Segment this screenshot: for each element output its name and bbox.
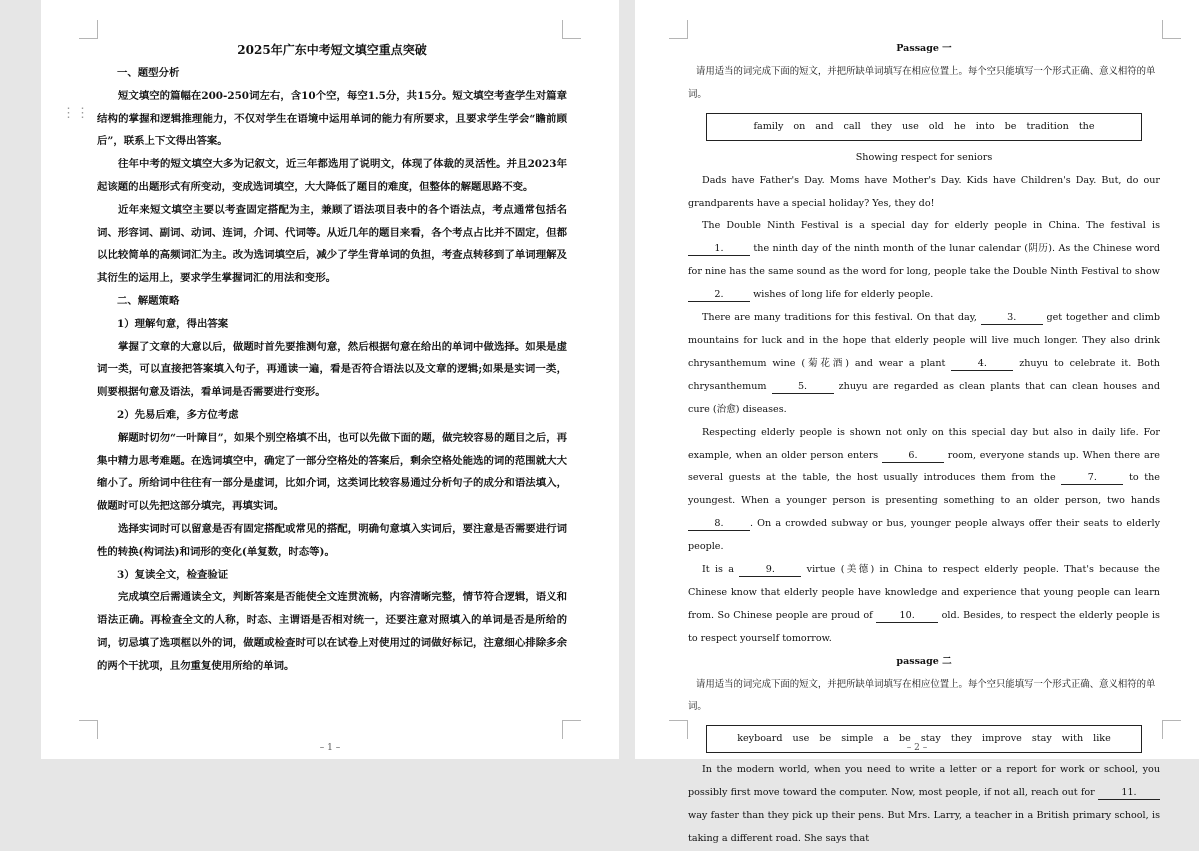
document-page-2 [635, 0, 1199, 845]
crop-mark [562, 20, 581, 39]
paragraph: 短文填空的篇幅在200-250词左右，含10个空，每空1.5分，共15分。短文填空考查学生对篇章结构的掌握和逻辑推理能力，不仅对学生在语境中运用单词的能力有所要求，且要求学生学会“瞻前顾后”，联系上下文得出答案。 [97, 89, 567, 148]
text: It is a [702, 564, 734, 576]
instruction: 请用适当的词完成下面的短文，并把所缺单词填写在相应位置上。每个空只能填写一个形式正确、意义相符的单词。 [688, 678, 1156, 713]
paragraph: 掌握了文章的大意以后，做题时首先要推测句意，然后根据句意在给出的单词中做选择。如果是虚词一类，可以直接把答案填入句子，再通读一遍，看是否符合语法以及文章的逻辑;如果是实词一类，则要根据句意及语法，看单词是否需要进行变形。 [97, 340, 567, 399]
strategy-heading: 2）先易后难，多方位考虑 [117, 408, 239, 421]
text: wishes of long life for elderly people. [753, 289, 934, 301]
crop-mark [79, 20, 98, 39]
blank-10[interactable]: 10. [876, 609, 938, 623]
paragraph: 选择实词时可以留意是否有固定搭配或常见的搭配，明确句意填入实词后，要注意是否需要进行词性的转换(构词法)和词形的变化(单复数，时态等)。 [97, 522, 567, 558]
text: to the youngest. When a younger person is presenting something to an older person, two hands [688, 472, 1160, 507]
blank-1[interactable]: 1. [688, 242, 750, 256]
word-bank: family on and call they use old he into be tradition the [706, 113, 1142, 141]
blank-8[interactable]: 8. [688, 517, 750, 531]
strategy-heading: 3）复读全文，检查验证 [117, 568, 229, 581]
section-heading: 一、题型分析 [117, 67, 180, 79]
paragraph [688, 759, 1160, 851]
crop-mark [1162, 720, 1181, 739]
crop-mark [669, 720, 688, 739]
passage-heading: Passage 一 [896, 43, 952, 54]
paragraph: 解题时切勿“一叶障目”，如果个别空格填不出，也可以先做下面的题，做完较容易的题目之后，再集中精力思考难题。在选词填空中，确定了一部分空格处的答案后，剩余空格处能选的词的范围就大大缩小了。所给词中往往有一部分是虚词，比如介词，这类词比较容易通过分析句子的成分和语法填入，做题时可以先把这部分填完，再填实词。 [97, 431, 567, 513]
blank-4[interactable]: 4. [951, 357, 1013, 371]
section-heading: 二、解题策略 [117, 294, 180, 307]
text: way faster than they pick up their pens. But Mrs. Larry, a teacher in a British primary school, is taking a different road. She says that [688, 810, 1160, 845]
text: room, everyone stands up. When there are several guests at the table, the host usually introduces them from the [688, 449, 1160, 484]
word-bank: keyboard use be simple a be stay they improve stay with like [706, 725, 1142, 753]
instruction: 请用适当的词完成下面的短文，并把所缺单词填写在相应位置上。每个空只能填写一个形式正确、意义相符的单词。 [688, 65, 1156, 100]
text: The Double Ninth Festival is a special day for elderly people in China. The festival is [702, 220, 1160, 232]
page1-content [97, 38, 567, 678]
page-number: – 2 – [906, 743, 928, 753]
paragraph [688, 307, 1160, 422]
paragraph: 近年来短文填空主要以考查固定搭配为主，兼顾了语法项目表中的各个语法点，考点通常包括名词、形容词、副词、动词、连词，介词、代词等。从近几年的题目来看，各个考点占比并不固定，但都以比较简单的高频词汇为主。改为选词填空后，减少了学生背单词的负担，考查点转移到了单词理解及其衍生的运用上，要求学生掌握词汇的用法和变形。 [97, 203, 567, 285]
text: In the modern world, when you need to write a letter or a report for work or school, you possibly first move toward the computer. Now, most people, if not all, reach out for [688, 764, 1160, 799]
blank-5[interactable]: 5. [772, 380, 834, 394]
crop-mark [1162, 20, 1181, 39]
blank-3[interactable]: 3. [981, 311, 1043, 325]
paragraph: Dads have Father's Day. Moms have Mother's Day. Kids have Children's Day. But, do our grandparents have a special holiday? Yes, they do! [688, 174, 1160, 209]
paragraph [688, 215, 1160, 307]
crop-mark [79, 720, 98, 739]
passage-subtitle: Showing respect for seniors [855, 151, 993, 163]
text: virtue (美德) in China to respect elderly people. That's because the Chinese know that elderly people have knowledge and experience that young people can learn from. So Chinese people are proud of [688, 564, 1160, 621]
text: There are many traditions for this festival. On that day, [702, 312, 977, 324]
paragraph: 完成填空后需通读全文，判断答案是否能使全文连贯流畅，内容清晰完整，情节符合逻辑，语义和语法正确。再检查全文的人称，时态、主谓语是否相对统一，还要注意对照填入的单词是否是所给的词，切忌填了选项框以外的词，做题或检查时可以在试卷上对使用过的词做好标记，注意细心排除多余的两个干扰项，且勿重复使用所给的单词。 [97, 591, 567, 672]
strategy-heading: 1）理解句意，得出答案 [117, 317, 229, 330]
text: the ninth day of the ninth month of the lunar calendar (阴历). As the Chinese word for nine has the same sound as the word for long, people take the Double Ninth Festival to show [688, 243, 1160, 278]
text: zhuyu to celebrate it. Both chrysanthemum [688, 357, 1160, 392]
page-title: 2025年广东中考短文填空重点突破 [237, 43, 427, 57]
document-page-1 [41, 0, 619, 759]
blank-9[interactable]: 9. [739, 563, 801, 577]
text: old. Besides, to respect the elderly people is to respect yourself tomorrow. [688, 609, 1160, 644]
text: zhuyu are regarded as clean plants that can clean houses and cure (治愈) diseases. [688, 380, 1160, 415]
paragraph: 往年中考的短文填空大多为记叙文，近三年都选用了说明文，体现了体裁的灵活性。并且2023年起该题的出题形式有所变动，变成选词填空，大大降低了题目的难度，但整体的解题思路不变。 [97, 158, 567, 193]
page2-content [688, 38, 1160, 851]
text: Respecting elderly people is shown not only on this special day but also in daily life. For example, when an older person enters [688, 426, 1160, 461]
blank-11[interactable]: 11. [1098, 786, 1160, 800]
text: get together and climb mountains for luck and in the hope that elderly people will live much longer. They also drink chrysanthemum wine (菊花酒) and wear a plant [688, 312, 1160, 369]
blank-7[interactable]: 7. [1061, 471, 1123, 485]
crop-mark [562, 720, 581, 739]
crop-mark [669, 20, 688, 39]
blank-2[interactable]: 2. [688, 288, 750, 302]
passage-heading: passage 二 [896, 655, 952, 667]
paragraph [688, 559, 1160, 651]
blank-6[interactable]: 6. [882, 449, 944, 463]
drag-handle-icon[interactable]: ⋮⋮ [62, 106, 90, 121]
paragraph [688, 422, 1160, 559]
text: . On a crowded subway or bus, younger people always offer their seats to elderly people. [688, 518, 1160, 553]
page-number: – 1 – [319, 743, 341, 753]
